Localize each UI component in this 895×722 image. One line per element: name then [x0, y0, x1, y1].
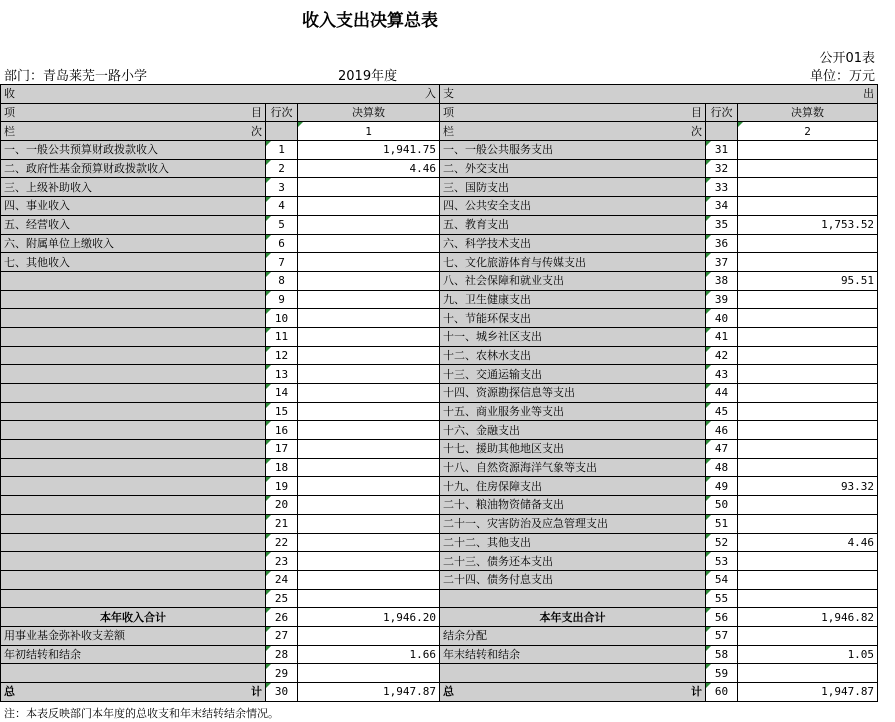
- income-amount-cell[interactable]: [298, 589, 440, 608]
- expense-amount-cell[interactable]: [738, 570, 878, 589]
- grand-total-row: [1, 683, 878, 702]
- footnote: 注：本表反映部门本年度的总收支和年末结转结余情况。: [4, 707, 279, 720]
- expense-line-cell: 50: [706, 496, 738, 515]
- expense-item-cell: 十八、自然资源海洋气象等支出: [440, 458, 706, 477]
- income-amount-cell[interactable]: [298, 290, 440, 309]
- table-row: [1, 570, 878, 589]
- table-row: [1, 365, 878, 384]
- income-line-cell: 12: [266, 346, 298, 365]
- expense-amount-cell[interactable]: 1,753.52: [738, 215, 878, 234]
- table-row: [1, 159, 878, 178]
- expense-item-cell: [440, 664, 706, 683]
- expense-item-cell: 年末结转和结余: [440, 645, 706, 664]
- income-line-cell: 19: [266, 477, 298, 496]
- income-item-cell: [1, 552, 266, 571]
- table-row: [1, 421, 878, 440]
- grand-total-label: 总 计: [1, 683, 266, 702]
- expense-line-cell: 36: [706, 234, 738, 253]
- expense-line-cell: 53: [706, 552, 738, 571]
- expense-amount-cell[interactable]: [738, 159, 878, 178]
- expense-amount-cell[interactable]: [738, 552, 878, 571]
- column-header-cell: 栏 次: [1, 122, 266, 141]
- expense-item-cell: 七、文化旅游体育与传媒支出: [440, 253, 706, 272]
- income-amount-cell[interactable]: [298, 365, 440, 384]
- income-amount-cell[interactable]: 1.66: [298, 645, 440, 664]
- expense-item-cell: 五、教育支出: [440, 215, 706, 234]
- expense-item-cell: 二十二、其他支出: [440, 533, 706, 552]
- income-line-cell: 26: [266, 608, 298, 627]
- grand-total-label: 总 计: [440, 683, 706, 702]
- income-amount-cell[interactable]: [298, 664, 440, 683]
- income-amount-cell[interactable]: 4.46: [298, 159, 440, 178]
- expense-line-cell: 56: [706, 608, 738, 627]
- expense-amount-cell[interactable]: 93.32: [738, 477, 878, 496]
- expense-amount-cell[interactable]: [738, 514, 878, 533]
- income-line-cell: 6: [266, 234, 298, 253]
- expense-item-cell: 二、外交支出: [440, 159, 706, 178]
- expense-item-cell: 十七、援助其他地区支出: [440, 440, 706, 459]
- income-amount-cell[interactable]: [298, 384, 440, 403]
- expense-item-cell: 二十三、债务还本支出: [440, 552, 706, 571]
- table-row: [1, 664, 878, 683]
- expense-item-cell: 十五、商业服务业等支出: [440, 402, 706, 421]
- expense-amount-cell[interactable]: [738, 327, 878, 346]
- income-amount-cell[interactable]: [298, 496, 440, 515]
- line-header-cell: 行次: [706, 103, 738, 122]
- expense-line-cell: 57: [706, 626, 738, 645]
- income-amount-cell[interactable]: [298, 197, 440, 216]
- income-item-cell: 年初结转和结余: [1, 645, 266, 664]
- expense-line-cell: 58: [706, 645, 738, 664]
- table-row: [1, 533, 878, 552]
- income-amount-cell[interactable]: [298, 178, 440, 197]
- income-item-cell: [1, 477, 266, 496]
- income-item-cell: 六、附属单位上缴收入: [1, 234, 266, 253]
- expense-line-cell: 42: [706, 346, 738, 365]
- income-item-cell: [1, 421, 266, 440]
- expense-amount-cell[interactable]: 1,947.87: [738, 683, 878, 702]
- income-amount-cell[interactable]: [298, 552, 440, 571]
- income-line-cell: 2: [266, 159, 298, 178]
- table-row: [1, 327, 878, 346]
- expense-item-cell: 九、卫生健康支出: [440, 290, 706, 309]
- income-amount-cell[interactable]: 1,947.87: [298, 683, 440, 702]
- expense-amount-cell[interactable]: [738, 178, 878, 197]
- table-row: [1, 384, 878, 403]
- income-line-cell: 9: [266, 290, 298, 309]
- income-line-cell: 5: [266, 215, 298, 234]
- table-row: [1, 215, 878, 234]
- income-item-cell: [1, 533, 266, 552]
- table-row: [1, 608, 878, 627]
- income-amount-cell[interactable]: [298, 327, 440, 346]
- table-row: [1, 626, 878, 645]
- expense-line-cell: 60: [706, 683, 738, 702]
- income-line-cell: 24: [266, 570, 298, 589]
- expense-line-cell: 43: [706, 365, 738, 384]
- form-code: 公开01表: [819, 51, 875, 66]
- expense-amount-cell[interactable]: [738, 402, 878, 421]
- expense-line-cell: 38: [706, 271, 738, 290]
- income-amount-cell[interactable]: [298, 458, 440, 477]
- income-header-cell: 收 入: [1, 85, 440, 104]
- income-line-cell: 21: [266, 514, 298, 533]
- expense-item-cell: 本年支出合计: [440, 608, 706, 627]
- income-item-cell: [1, 496, 266, 515]
- income-item-cell: 五、经营收入: [1, 215, 266, 234]
- header-income-expense-row: [1, 85, 878, 104]
- report-title: 收入支出决算总表: [302, 11, 438, 31]
- income-amount-cell[interactable]: [298, 477, 440, 496]
- income-amount-cell[interactable]: [298, 421, 440, 440]
- expense-item-cell: 十二、农林水支出: [440, 346, 706, 365]
- income-amount-cell[interactable]: [298, 271, 440, 290]
- income-amount-cell[interactable]: [298, 234, 440, 253]
- income-line-cell: 18: [266, 458, 298, 477]
- income-amount-cell[interactable]: [298, 626, 440, 645]
- income-item-cell: 七、其他收入: [1, 253, 266, 272]
- income-item-cell: [1, 309, 266, 328]
- expense-item-cell: 三、国防支出: [440, 178, 706, 197]
- amount-header-cell: 决算数: [738, 103, 878, 122]
- income-line-cell: 29: [266, 664, 298, 683]
- expense-item-cell: 二十、粮油物资储备支出: [440, 496, 706, 515]
- table-row: [1, 496, 878, 515]
- table-row: [1, 440, 878, 459]
- line-header-cell: 行次: [266, 103, 298, 122]
- expense-amount-cell[interactable]: 1,946.82: [738, 608, 878, 627]
- column-header-cell: 栏 次: [440, 122, 706, 141]
- income-line-cell: 14: [266, 384, 298, 403]
- expense-line-cell: 34: [706, 197, 738, 216]
- income-amount-cell[interactable]: [298, 440, 440, 459]
- income-item-cell: [1, 514, 266, 533]
- amount-header-cell: 决算数: [298, 103, 440, 122]
- expense-item-cell: 一、一般公共服务支出: [440, 141, 706, 160]
- income-item-cell: [1, 327, 266, 346]
- column-index-cell[interactable]: 1: [298, 122, 440, 141]
- summary-table: [0, 84, 878, 702]
- income-item-cell: [1, 664, 266, 683]
- blank-cell: [266, 122, 298, 141]
- expense-amount-cell[interactable]: [738, 589, 878, 608]
- income-line-cell: 1: [266, 141, 298, 160]
- income-line-cell: 10: [266, 309, 298, 328]
- expense-item-cell: 十六、金融支出: [440, 421, 706, 440]
- expense-item-cell: 十九、住房保障支出: [440, 477, 706, 496]
- income-line-cell: 20: [266, 496, 298, 515]
- table-row: [1, 309, 878, 328]
- header-item-row: [1, 103, 878, 122]
- table-row: [1, 271, 878, 290]
- expense-item-cell: 八、社会保障和就业支出: [440, 271, 706, 290]
- table-row: [1, 477, 878, 496]
- income-line-cell: 15: [266, 402, 298, 421]
- expense-amount-cell[interactable]: [738, 626, 878, 645]
- expense-line-cell: 44: [706, 384, 738, 403]
- income-line-cell: 3: [266, 178, 298, 197]
- expense-amount-cell[interactable]: [738, 421, 878, 440]
- expense-amount-cell[interactable]: 4.46: [738, 533, 878, 552]
- table-row: [1, 178, 878, 197]
- income-line-cell: 23: [266, 552, 298, 571]
- table-row: [1, 458, 878, 477]
- expense-item-cell: 二十一、灾害防治及应急管理支出: [440, 514, 706, 533]
- expense-line-cell: 37: [706, 253, 738, 272]
- table-row: [1, 234, 878, 253]
- department-label: 部门：青岛莱芜一路小学: [4, 69, 148, 84]
- expense-amount-cell[interactable]: [738, 141, 878, 160]
- header-column-row: [1, 122, 878, 141]
- expense-line-cell: 52: [706, 533, 738, 552]
- expense-amount-cell[interactable]: [738, 197, 878, 216]
- expense-item-cell: [440, 589, 706, 608]
- income-line-cell: 16: [266, 421, 298, 440]
- expense-header-cell: 支 出: [440, 85, 878, 104]
- expense-line-cell: 45: [706, 402, 738, 421]
- table-row: [1, 402, 878, 421]
- expense-amount-cell[interactable]: [738, 346, 878, 365]
- income-line-cell: 7: [266, 253, 298, 272]
- table-row: [1, 514, 878, 533]
- expense-line-cell: 32: [706, 159, 738, 178]
- income-item-cell: 四、事业收入: [1, 197, 266, 216]
- income-item-cell: [1, 290, 266, 309]
- income-item-cell: 三、上级补助收入: [1, 178, 266, 197]
- expense-line-cell: 35: [706, 215, 738, 234]
- income-item-cell: 二、政府性基金预算财政拨款收入: [1, 159, 266, 178]
- expense-amount-cell[interactable]: [738, 365, 878, 384]
- expense-line-cell: 39: [706, 290, 738, 309]
- expense-item-cell: 结余分配: [440, 626, 706, 645]
- income-line-cell: 25: [266, 589, 298, 608]
- income-amount-cell[interactable]: [298, 309, 440, 328]
- table-row: [1, 346, 878, 365]
- expense-line-cell: 46: [706, 421, 738, 440]
- table-row: [1, 253, 878, 272]
- column-index-cell[interactable]: 2: [738, 122, 878, 141]
- income-amount-cell[interactable]: [298, 514, 440, 533]
- expense-amount-cell[interactable]: [738, 440, 878, 459]
- income-item-cell: [1, 365, 266, 384]
- expense-amount-cell[interactable]: [738, 234, 878, 253]
- income-item-cell: [1, 384, 266, 403]
- income-amount-cell[interactable]: [298, 215, 440, 234]
- income-item-cell: [1, 570, 266, 589]
- expense-line-cell: 33: [706, 178, 738, 197]
- expense-amount-cell[interactable]: [738, 496, 878, 515]
- expense-item-cell: 十四、资源勘探信息等支出: [440, 384, 706, 403]
- expense-item-cell: 十、节能环保支出: [440, 309, 706, 328]
- expense-line-cell: 54: [706, 570, 738, 589]
- expense-line-cell: 49: [706, 477, 738, 496]
- income-item-cell: 一、一般公共预算财政拨款收入: [1, 141, 266, 160]
- income-item-cell: 本年收入合计: [1, 608, 266, 627]
- table-row: [1, 141, 878, 160]
- income-item-cell: [1, 440, 266, 459]
- table-row: [1, 290, 878, 309]
- expense-line-cell: 51: [706, 514, 738, 533]
- table-row: [1, 589, 878, 608]
- income-line-cell: 13: [266, 365, 298, 384]
- income-item-cell: [1, 402, 266, 421]
- income-amount-cell[interactable]: [298, 402, 440, 421]
- income-line-cell: 30: [266, 683, 298, 702]
- income-item-cell: 用事业基金弥补收支差额: [1, 626, 266, 645]
- income-amount-cell[interactable]: [298, 570, 440, 589]
- expense-amount-cell[interactable]: 1.05: [738, 645, 878, 664]
- table-row: [1, 645, 878, 664]
- expense-amount-cell[interactable]: [738, 664, 878, 683]
- expense-item-cell: 六、科学技术支出: [440, 234, 706, 253]
- expense-item-cell: 十三、交通运输支出: [440, 365, 706, 384]
- income-line-cell: 22: [266, 533, 298, 552]
- expense-line-cell: 55: [706, 589, 738, 608]
- expense-amount-cell[interactable]: 95.51: [738, 271, 878, 290]
- table-row: [1, 552, 878, 571]
- income-line-cell: 4: [266, 197, 298, 216]
- income-amount-cell[interactable]: [298, 253, 440, 272]
- income-amount-cell[interactable]: 1,946.20: [298, 608, 440, 627]
- expense-line-cell: 47: [706, 440, 738, 459]
- income-item-cell: [1, 589, 266, 608]
- expense-line-cell: 41: [706, 327, 738, 346]
- expense-amount-cell[interactable]: [738, 290, 878, 309]
- income-amount-cell[interactable]: [298, 533, 440, 552]
- year-label: 2019年度: [338, 69, 398, 84]
- expense-item-cell: 十一、城乡社区支出: [440, 327, 706, 346]
- expense-amount-cell[interactable]: [738, 253, 878, 272]
- income-item-cell: [1, 458, 266, 477]
- expense-item-cell: 二十四、债务付息支出: [440, 570, 706, 589]
- income-line-cell: 8: [266, 271, 298, 290]
- item-header-cell: 项 目: [440, 103, 706, 122]
- expense-line-cell: 31: [706, 141, 738, 160]
- income-item-cell: [1, 346, 266, 365]
- expense-item-cell: 四、公共安全支出: [440, 197, 706, 216]
- income-amount-cell[interactable]: [298, 346, 440, 365]
- income-item-cell: [1, 271, 266, 290]
- income-line-cell: 27: [266, 626, 298, 645]
- item-header-cell: 项 目: [1, 103, 266, 122]
- income-line-cell: 28: [266, 645, 298, 664]
- table-row: [1, 197, 878, 216]
- expense-amount-cell[interactable]: [738, 384, 878, 403]
- expense-line-cell: 40: [706, 309, 738, 328]
- blank-cell: [706, 122, 738, 141]
- expense-amount-cell[interactable]: [738, 309, 878, 328]
- income-line-cell: 11: [266, 327, 298, 346]
- expense-line-cell: 48: [706, 458, 738, 477]
- expense-line-cell: 59: [706, 664, 738, 683]
- income-amount-cell[interactable]: 1,941.75: [298, 141, 440, 160]
- unit-label: 单位：万元: [809, 69, 875, 84]
- expense-amount-cell[interactable]: [738, 458, 878, 477]
- income-line-cell: 17: [266, 440, 298, 459]
